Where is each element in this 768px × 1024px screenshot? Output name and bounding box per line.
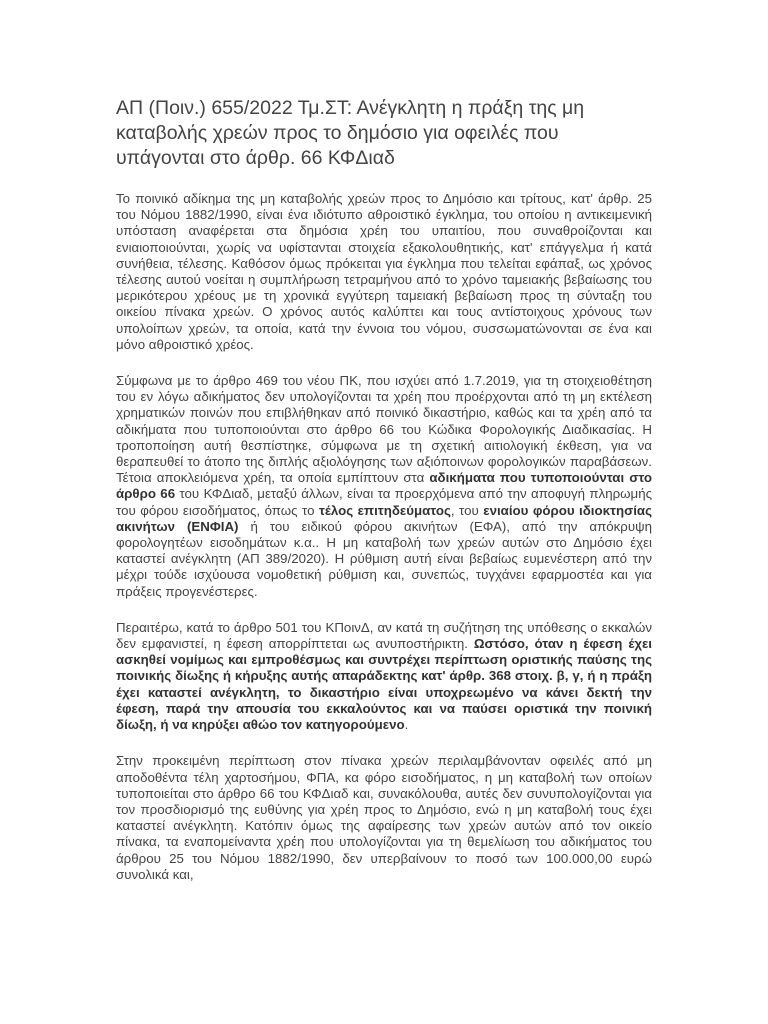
paragraph-text: Το ποινικό αδίκημα της μη καταβολής χρεών προς το Δημόσιο και τρίτους, κατ' άρθρ. 25 του Νόμου 1882/1990, είναι ένα ιδιότυπο αθροιστικό έγκλημα, του οποίου η αντικειμενική υπόσταση αναφέρεται στα δημόσια χρέη του υπαιτίου, που συναθροίζονται και ενιαιοποιούνται, χωρίς να υφίστανται στοιχεία εξακολουθητικής, κατ' επάγγελμα ή κατά συνήθεια, τέλεσης. Καθόσον όμως πρόκειται για έγκλημα που τελείται εφάπαξ, ως χρόνος τέλεσης αυτού νοείται η συμπλήρωση τετραμήνου από το χρόνο ταμειακής βεβαίωσης του μερικότερου χρέους με τη χρονικά εγγύτερη ταμειακή βεβαίωση προς τη σύνταξη του οικείου πίνακα χρεών. Ο χρόνος αυτός καλύπτει και τους αντίστοιχους χρόνους των υπολοίπων χρεών, τα οποία, κατά την έννοια του νόμου, συσσωματώνονται σε ένα και μόνο αθροιστικό χρέος. [116,191,652,352]
paragraph-text: ή του ειδικού φόρου ακινήτων (ΕΦΑ), από την απόκρυψη φορολογητέων εισοδημάτων κ.α.. Η μη καταβολή των χρεών αυτών στο Δημόσιο έχει καταστεί ανέγκλητη (ΑΠ 389/2020). Η ρύθμιση αυτή είναι βεβαίως ευμενέστερη από την μέχρι τούδε ισχύουσα νομοθετική ρύθμιση και, συνεπώς, τυγχάνει εφαρμοστέα και για πράξεις προγενέστερες. [116,518,652,599]
paragraph-text: του ΚΦΔιαδ, μεταξύ άλλων, είναι τα προερχόμενα από την αποφυγή πληρωμής του φόρου εισοδήματος, όπως το [116,486,653,518]
paragraph-1 [116,191,652,353]
bold-text: Ωστόσο, όταν η έφεση έχει ασκηθεί νομίμως και εμπροθέσμως και συντρέχει περίπτωση οριστικής παύσης της ποινικής δίωξης ή κήρυξης αυτής απαράδεκτης κατ' άρθρ. 368 στοιχ. β, γ, ή η πράξη έχει καταστεί ανέγκλητη, το δικαστήριο είναι υποχρεωμένο να κάνει δεκτή την έφεση, παρά την απουσία του εκκαλούντος και να παύσει οριστικά την ποινική δίωξη, ή να κηρύξει αθώο τον κατηγορούμενο [116,636,652,733]
paragraph-text: Σύμφωνα με το άρθρο 469 του νέου ΠΚ, που ισχύει από 1.7.2019, για τη στοιχειοθέτηση του εν λόγω αδικήματος δεν υπολογίζονται τα χρέη που προέρχονται από τη μη εκτέλεση χρηματικών ποινών που επιβλήθηκαν από ποινικό δικαστήριο, καθώς και τα χρέη από τα αδικήματα που τυποποιούνται στο άρθρο 66 του Κώδικα Φορολογικής Διαδικασίας. Η τροποποίηση αυτή θεσπίστηκε, σύμφωνα με τη σχετική αιτιολογική έκθεση, για να θεραπευθεί το άτοπο της διπλής αξιολόγησης των αξιόποινων φορολογικών παραβάσεων. Τέτοια αποκλειόμενα χρέη, τα οποία εμπίπτουν στα [116,373,652,486]
bold-text: τέλος επιτηδεύματος [318,502,451,518]
page-title: ΑΠ (Ποιν.) 655/2022 Τμ.ΣΤ: Ανέγκλητη η πράξη της μη καταβολής χρεών προς το δημόσιο για οφειλές που υπάγονται στο άρθρ. 66 ΚΦΔιαδ [116,97,585,169]
paragraph-text: Περαιτέρω, κατά το άρθρο 501 του ΚΠοινΔ, αν κατά τη συζήτηση της υπόθεσης ο εκκαλών δεν εμφανιστεί, η έφεση απορρίπτεται ως ανυποστήρικτη. [116,619,652,652]
bold-text: ενιαίου φόρου ιδιοκτησίας ακινήτων (ΕΝΦΙΑ) [116,502,652,534]
paragraph-text: Στην προκειμένη περίπτωση στον πίνακα χρεών περιλαμβάνονταν οφειλές από μη αποδοθέντα τέλη χαρτοσήμου, ΦΠΑ, κα φόρο εισοδήματος, η μη καταβολή των οποίων τυποποιείται στο άρθρο 66 του ΚΦΔιαδ και, συνακόλουθα, αυτές δεν συνυπολογίζονται για τον προσδιορισμό της ευθύνης για χρέη προς το Δημόσιο, ενώ η μη καταβολή τους έχει καταστεί ανέγκλητη. Κατόπιν όμως της αφαίρεσης των χρεών αυτών από τον οικείο πίνακα, τα εναπομείναντα χρέη που υπολογίζονται για τη θεμελίωση του αδικήματος του άρθρου 25 του Νόμου 1882/1990, δεν υπερβαίνουν το ποσό των 100.000,00 ευρώ συνολικά και, [116,753,652,882]
document-page [116,96,652,903]
paragraph-text: , του [450,502,484,518]
paragraph-4 [116,753,652,883]
paragraph-3 [116,620,652,733]
paragraph-2 [116,373,652,600]
bold-text: αδικήματα που τυποποιούνται στο άρθρο 66 [116,470,652,502]
paragraph-text: . [404,717,409,733]
